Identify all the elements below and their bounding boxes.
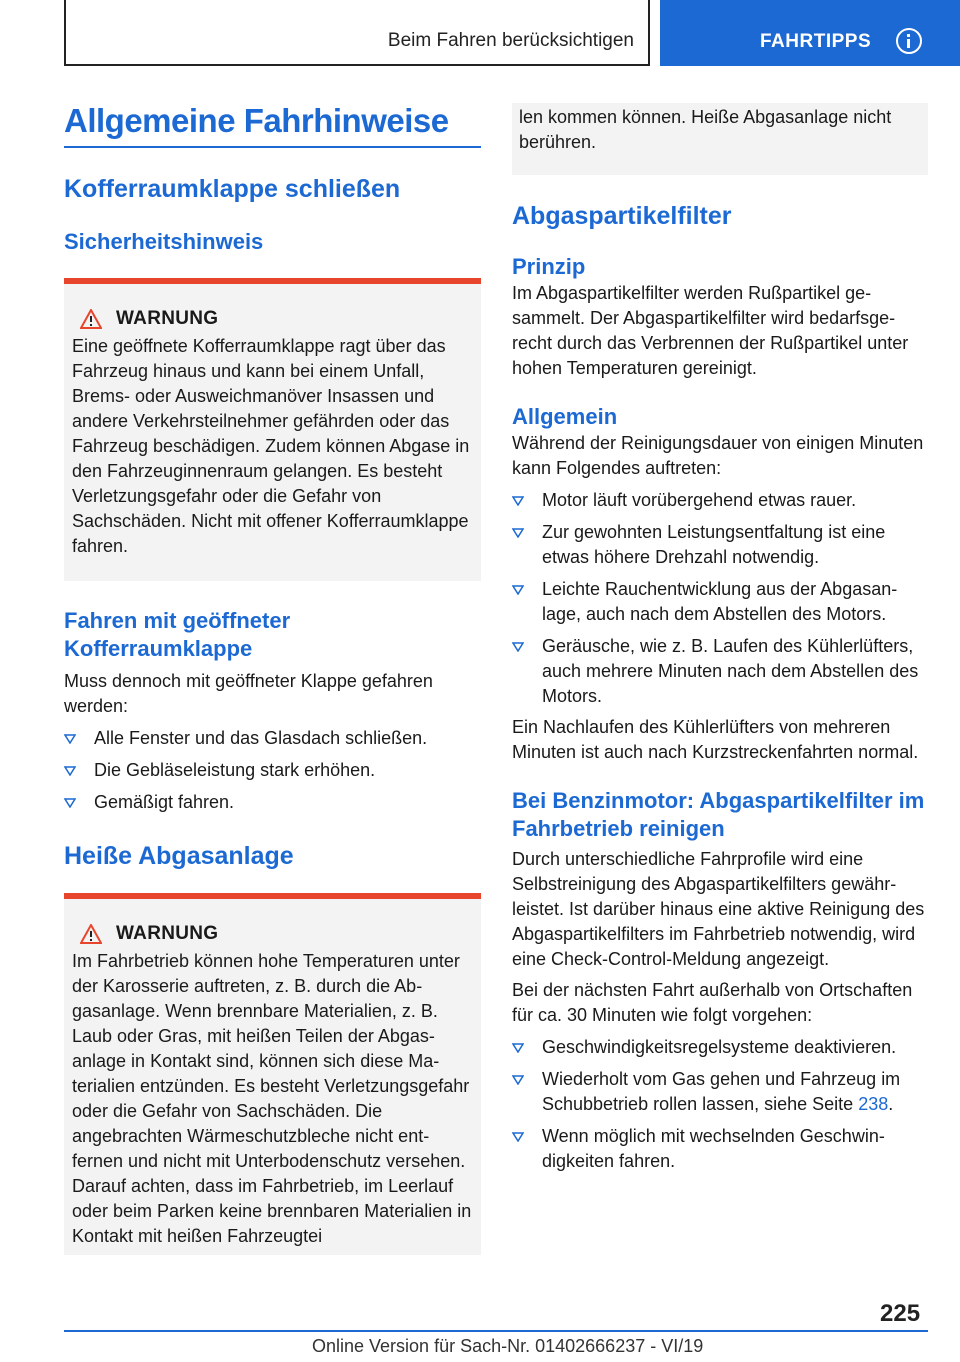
title-rule	[64, 146, 481, 148]
list-item: Wiederholt vom Gas gehen und Fahrzeug im Schubbetrieb rollen lassen, siehe Seite 238.	[512, 1067, 928, 1117]
list-item: Leichte Rauchentwicklung aus der Abgasanlage, auch nach dem Abstellen des Motors.	[512, 577, 928, 627]
bullet-triangle-icon	[64, 798, 76, 808]
footer-version-text: Online Version für Sach-Nr. 01402666237 - VI/19	[312, 1336, 704, 1356]
safety-heading: Sicherheitshinweis	[64, 229, 264, 254]
trunk-heading: Kofferraumklappe schließen	[64, 175, 401, 203]
warning-text: Im Fahrbetrieb können hohe Temperaturen unter der Karosserie auftreten, z. B. durch die Abgasanlage. Wenn brennbare Materialien, z. B. Laub oder Gras, mit heißen Teilen der Abgasanlage in Kontakt sind, können sich diese Materialien entzünden. Es besteht Verletzungsgefahr oder die Gefahr von Sachschäden. Die angebrachten Wärmeschutzbleche nicht entfernen und nicht mit Unterbodenschutz versehen. Darauf achten, dass im Fahrbetrieb, im Leerlauf oder beim Parken keine brennbaren Materialien in Kontakt mit heißen Fahrzeugtei	[72, 951, 472, 1246]
left-column	[64, 100, 481, 1255]
warning-label: WARNUNG	[116, 308, 219, 329]
list-item: Zur gewohnten Leistungsentfaltung ist eine etwas höhere Drehzahl notwendig.	[512, 520, 928, 570]
right-column	[512, 103, 928, 1174]
list-item: Gemäßigt fahren.	[64, 790, 481, 815]
warning-text: Eine geöffnete Kofferraumklappe ragt über das Fahrzeug hinaus und kann bei einem Unfall, Brems- oder Ausweichmanöver Insassen und andere Verkehrsteilnehmer gefährden oder das Fahrzeug beschädigen. Zudem können Abgase in den Fahrzeuginnenraum gelangen. Es besteht Verletzungsgefahr oder die Gefahr von Sachschäden. Nicht mit offener Kofferraumklappe fahren.	[72, 336, 470, 556]
bullet-triangle-icon	[512, 496, 524, 506]
bullet-triangle-icon	[512, 642, 524, 652]
general-intro: Während der Reinigungsdauer von einigen Minuten kann Folgendes auftreten:	[512, 433, 924, 478]
filter-heading: Abgaspartikelfilter	[512, 202, 732, 230]
general-heading: Allgemein	[512, 404, 618, 429]
bullet-triangle-icon	[64, 766, 76, 776]
list-item: Geschwindigkeitsregelsysteme deaktivieren.	[512, 1035, 928, 1060]
general-outro: Ein Nachlaufen des Kühlerlüfters von mehreren Minuten ist auch nach Kurzstreckenfahrten normal.	[512, 717, 919, 762]
open-trunk-intro: Muss dennoch mit geöffneter Klappe gefahren werden:	[64, 671, 433, 716]
header-chapter-tab[interactable]	[660, 0, 960, 66]
page-title: Allgemeine Fahrhinweise	[64, 102, 449, 139]
page-number: 225	[880, 1300, 921, 1327]
header-section-box	[64, 0, 650, 66]
warning-box-continued	[512, 103, 928, 175]
open-trunk-heading: Fahren mit geöffneter Kofferraumklappe	[64, 608, 291, 661]
info-circle-icon[interactable]	[896, 28, 922, 54]
warning-triangle-icon	[80, 924, 102, 944]
warning-triangle-icon	[80, 309, 102, 329]
footer-rule	[64, 1330, 928, 1332]
exhaust-heading: Heiße Abgasanlage	[64, 842, 294, 870]
bullet-triangle-icon	[512, 528, 524, 538]
list-item: Wenn möglich mit wechselnden Geschwindigkeiten fahren.	[512, 1124, 928, 1174]
open-trunk-list	[64, 726, 481, 815]
warning-text-continued: len kommen können. Heiße Abgasanlage nicht berühren.	[519, 107, 892, 152]
principle-text: Im Abgaspartikelfilter werden Rußpartikel gesammelt. Der Abgaspartikelfilter wird bedarfsgerecht durch das Verbrennen der Rußpartikel unter hohen Temperaturen gereinigt.	[512, 283, 909, 378]
bullet-triangle-icon	[64, 734, 76, 744]
bullet-triangle-icon	[512, 1043, 524, 1053]
petrol-heading: Bei Benzinmotor: Abgaspartikelfilter im Fahrbetrieb reinigen	[512, 788, 925, 841]
header-chapter-label: FAHRTIPPS	[760, 31, 872, 52]
bullet-triangle-icon	[512, 585, 524, 595]
bullet-triangle-icon	[512, 1132, 524, 1142]
petrol-text-1: Durch unterschiedliche Fahrprofile wird eine Selbstreinigung des Abgaspartikelfilters gewährleistet. Ist darüber hinaus eine aktive Reinigung des Abgaspartikelfilters im Fahrbetrieb notwendig, wird eine Check-Control-Meldung angezeigt.	[512, 849, 925, 969]
page-reference-link[interactable]: 238	[858, 1094, 889, 1114]
warning-title-row	[80, 923, 473, 945]
warning-title-row	[80, 308, 473, 330]
warning-box-exhaust	[64, 893, 481, 1255]
bullet-triangle-icon	[512, 1075, 524, 1085]
list-item: Alle Fenster und das Glasdach schließen.	[64, 726, 481, 751]
warning-label: WARNUNG	[116, 923, 219, 944]
list-item: Geräusche, wie z. B. Laufen des Kühlerlüfters, auch mehrere Minuten nach dem Abstellen des Motors.	[512, 634, 928, 709]
general-list	[512, 488, 928, 709]
list-item: Motor läuft vorübergehend etwas rauer.	[512, 488, 928, 513]
petrol-list	[512, 1035, 928, 1174]
principle-heading: Prinzip	[512, 254, 586, 279]
list-item: Die Gebläseleistung stark erhöhen.	[64, 758, 481, 783]
warning-box-trunk	[64, 278, 481, 581]
header-section-title: Beim Fahren berücksichtigen	[387, 30, 634, 51]
petrol-text-2: Bei der nächsten Fahrt außerhalb von Ortschaften für ca. 30 Minuten wie folgt vorgehen:	[512, 980, 913, 1025]
